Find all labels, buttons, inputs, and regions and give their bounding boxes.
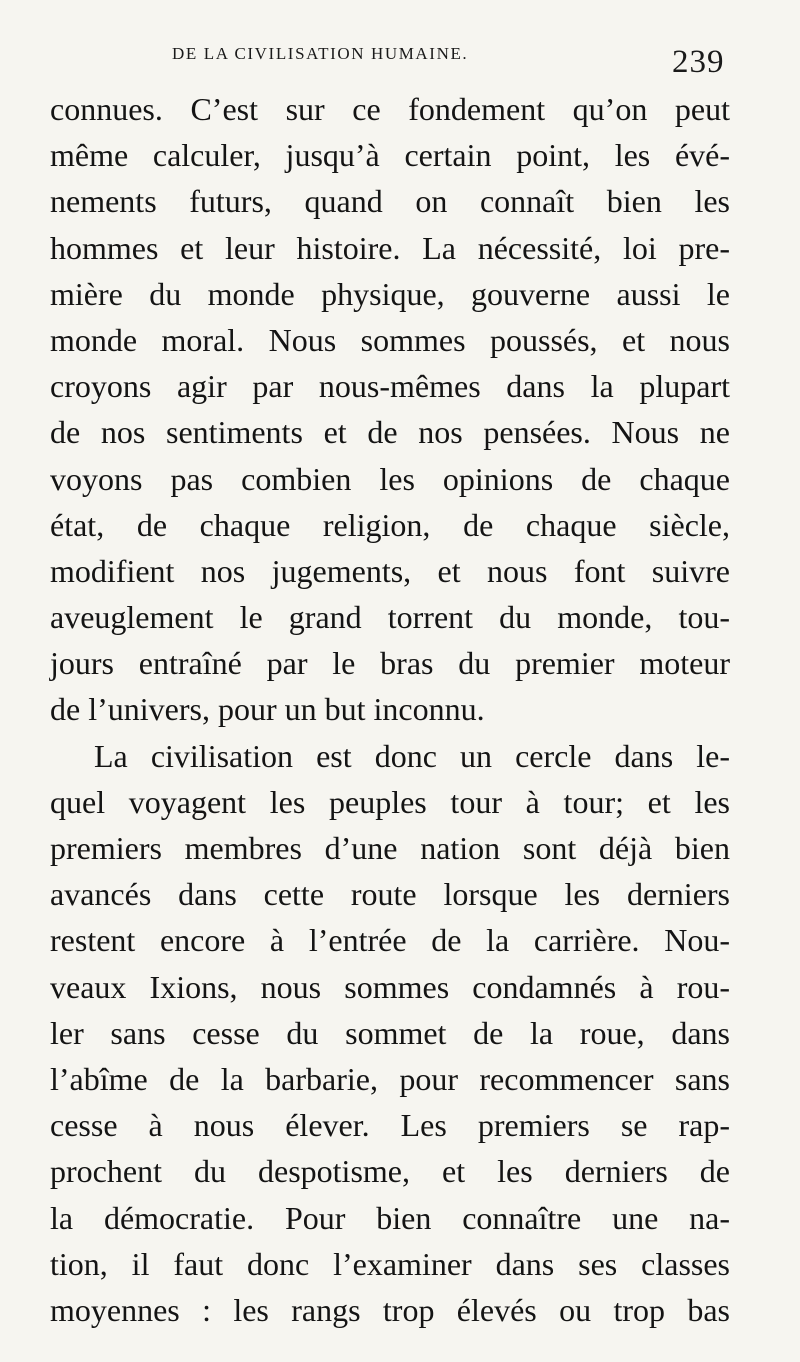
text-line: état, de chaque religion, de chaque siècle, [50, 506, 730, 543]
text-line: hommes et leur histoire. La nécessité, loi pre- [50, 229, 730, 266]
text-line: La civilisation est donc un cercle dans le- [94, 737, 730, 774]
text-line: croyons agir par nous-mêmes dans la plupart [50, 368, 730, 405]
text-line: premiers membres d’une nation sont déjà bien [50, 830, 730, 866]
text-line: restent encore à l’entrée de la carrière. Nou- [50, 922, 730, 959]
text-line: moyennes : les rangs trop élevés ou trop bas [50, 1291, 730, 1328]
text-line: modifient nos jugements, et nous font suivre [50, 552, 730, 589]
text-line: de l’univers, pour un but inconnu. [50, 691, 485, 728]
text-line: l’abîme de la barbarie, pour recommencer sans [50, 1060, 730, 1097]
text-line: de nos sentiments et de nos pensées. Nous ne [50, 414, 730, 451]
text-line: aveuglement le grand torrent du monde, tou- [50, 599, 730, 636]
text-line: veaux Ixions, nous sommes condamnés à rou- [50, 968, 730, 1005]
running-header-title: DE LA CIVILISATION HUMAINE. [172, 44, 469, 63]
text-line: voyons pas combien les opinions de chaque [50, 460, 730, 497]
paragraph [50, 733, 730, 1333]
text-line: monde moral. Nous sommes poussés, et nous [50, 321, 730, 358]
text-line: cesse à nous élever. Les premiers se rap- [50, 1107, 730, 1144]
text-line: tion, il faut donc l’examiner dans ses classes [50, 1245, 730, 1282]
body-text [50, 86, 730, 1333]
text-line: mière du monde physique, gouverne aussi le [50, 275, 730, 312]
text-line: la démocratie. Pour bien connaître une na- [50, 1199, 730, 1236]
text-line: ler sans cesse du sommet de la roue, dans [50, 1014, 730, 1051]
text-line: connues. C’est sur ce fondement qu’on peut [50, 91, 730, 127]
text-line: nements futurs, quand on connaît bien les [50, 183, 730, 220]
page-number: 239 [672, 44, 725, 80]
text-line: même calculer, jusqu’à certain point, les évé- [50, 137, 730, 174]
text-line: jours entraîné par le bras du premier moteur [50, 645, 730, 682]
paragraph [50, 86, 730, 733]
text-line: prochent du despotisme, et les derniers de [50, 1153, 730, 1190]
text-line: quel voyagent les peuples tour à tour; et les [50, 783, 730, 820]
text-line: avancés dans cette route lorsque les derniers [50, 876, 730, 913]
